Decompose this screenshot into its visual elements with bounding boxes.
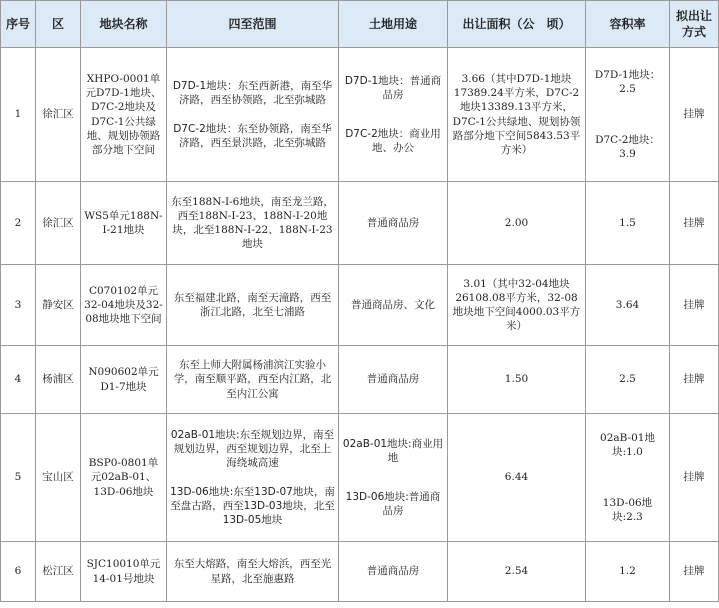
boundary-part: D7D-1地块：东至西新港，南至华济路，西至协领路，北至弥城路 — [172, 80, 333, 107]
usage-part: 13D-06地块:普通商品房 — [345, 490, 441, 517]
header-far: 容积率 — [586, 1, 670, 48]
header-boundary: 四至范围 — [167, 1, 339, 48]
usage-part: D7C-2地块：商业用地、办公 — [345, 127, 441, 154]
header-usage: 土地用途 — [339, 1, 448, 48]
header-area: 出让面积（公 顷） — [448, 1, 586, 48]
table-row — [1, 265, 719, 346]
row-no: 6 — [1, 542, 36, 602]
row-usage: 普通商品房 — [339, 182, 448, 265]
row-name: XHPO-0001单元D7D-1地块、D7C-2地块及D7C-1公共绿地、规划协领路部分地下空间 — [81, 48, 167, 182]
table-row — [1, 48, 719, 182]
row-area: 3.66（其中D7D-1地块17389.24平方米，D7C-2地块13389.13平方米，D7C-1公共绿地、规划协领路部分地下空间5843.53平方米） — [448, 48, 586, 182]
table-row — [1, 414, 719, 542]
row-far: 1.2 — [586, 542, 670, 602]
row-no: 2 — [1, 182, 36, 265]
boundary-part: D7C-2地块：东至协领路，南至华济路，西至景洪路，北至弥城路 — [173, 122, 332, 149]
table-row — [1, 182, 719, 265]
far-part: D7D-1地块：2.5 — [594, 69, 661, 96]
row-name: N090602单元D1-7地块 — [81, 346, 167, 414]
row-boundary — [167, 48, 339, 182]
row-far — [586, 414, 670, 542]
row-no: 1 — [1, 48, 36, 182]
row-usage — [339, 414, 448, 542]
row-area: 3.01（其中32-04地块26108.08平方米，32-08地块地下空间4000.03平方米） — [448, 265, 586, 346]
row-district: 杨浦区 — [36, 346, 81, 414]
row-district: 徐汇区 — [36, 48, 81, 182]
row-no: 4 — [1, 346, 36, 414]
row-usage — [339, 48, 448, 182]
header-no: 序号 — [1, 1, 36, 48]
row-district: 静安区 — [36, 265, 81, 346]
row-boundary: 东至大熔路，南至大熔浜，西至光星路，北至施惠路 — [167, 542, 339, 602]
header-name: 地块名称 — [81, 1, 167, 48]
row-method: 挂牌 — [670, 414, 719, 542]
usage-part: 02aB-01地块:商业用地 — [342, 438, 444, 465]
table-row — [1, 346, 719, 414]
row-usage: 普通商品房 — [339, 542, 448, 602]
row-district: 宝山区 — [36, 414, 81, 542]
row-name: SJC10010单元14-01号地块 — [81, 542, 167, 602]
boundary-part: 13D-06地块:东至13D-07地块，南至盘古路，西至13D-03地块，北至13D-05地块 — [170, 485, 335, 526]
row-no: 3 — [1, 265, 36, 346]
row-name: C070102单元32-04地块及32-08地块地下空间 — [81, 265, 167, 346]
row-district: 松江区 — [36, 542, 81, 602]
row-boundary: 东至上师大附属杨浦滨江实验小学，南至顺平路，西至内江路，北至内江公寓 — [167, 346, 339, 414]
row-name: WS5单元188N-I-21地块 — [81, 182, 167, 265]
row-area: 1.50 — [448, 346, 586, 414]
row-boundary — [167, 414, 339, 542]
row-far: 2.5 — [586, 346, 670, 414]
far-part: 02aB-01地块:1.0 — [600, 432, 655, 459]
far-part: D7C-2地块：3.9 — [595, 133, 660, 160]
row-area: 2.54 — [448, 542, 586, 602]
row-far — [586, 48, 670, 182]
row-no: 5 — [1, 414, 36, 542]
row-boundary: 东至188N-I-6地块，南至龙兰路，西至188N-I-23、188N-I-20地块，北至188N-I-22、188N-I-23地块 — [167, 182, 339, 265]
row-far: 1.5 — [586, 182, 670, 265]
table-row — [1, 542, 719, 602]
row-method: 挂牌 — [670, 346, 719, 414]
far-part: 13D-06地块:2.3 — [602, 496, 653, 523]
usage-part: D7D-1地块：普通商品房 — [344, 75, 442, 102]
row-usage: 普通商品房 — [339, 346, 448, 414]
row-method: 挂牌 — [670, 182, 719, 265]
boundary-part: 02aB-01地块:东至规划边界，南至规划边界，西至规划边界，北至上海绕城高速 — [170, 428, 335, 470]
header-district: 区 — [36, 1, 81, 48]
row-boundary: 东至福建北路，南至天潼路，西至浙江北路，北至七浦路 — [167, 265, 339, 346]
header-row — [1, 1, 719, 48]
row-name: BSP0-0801单元02aB-01、13D-06地块 — [81, 414, 167, 542]
row-method: 挂牌 — [670, 48, 719, 182]
row-far: 3.64 — [586, 265, 670, 346]
row-usage: 普通商品房、文化 — [339, 265, 448, 346]
row-area: 6.44 — [448, 414, 586, 542]
header-method: 拟出让方式 — [670, 1, 719, 48]
row-method: 挂牌 — [670, 542, 719, 602]
row-district: 徐汇区 — [36, 182, 81, 265]
row-area: 2.00 — [448, 182, 586, 265]
row-method: 挂牌 — [670, 265, 719, 346]
